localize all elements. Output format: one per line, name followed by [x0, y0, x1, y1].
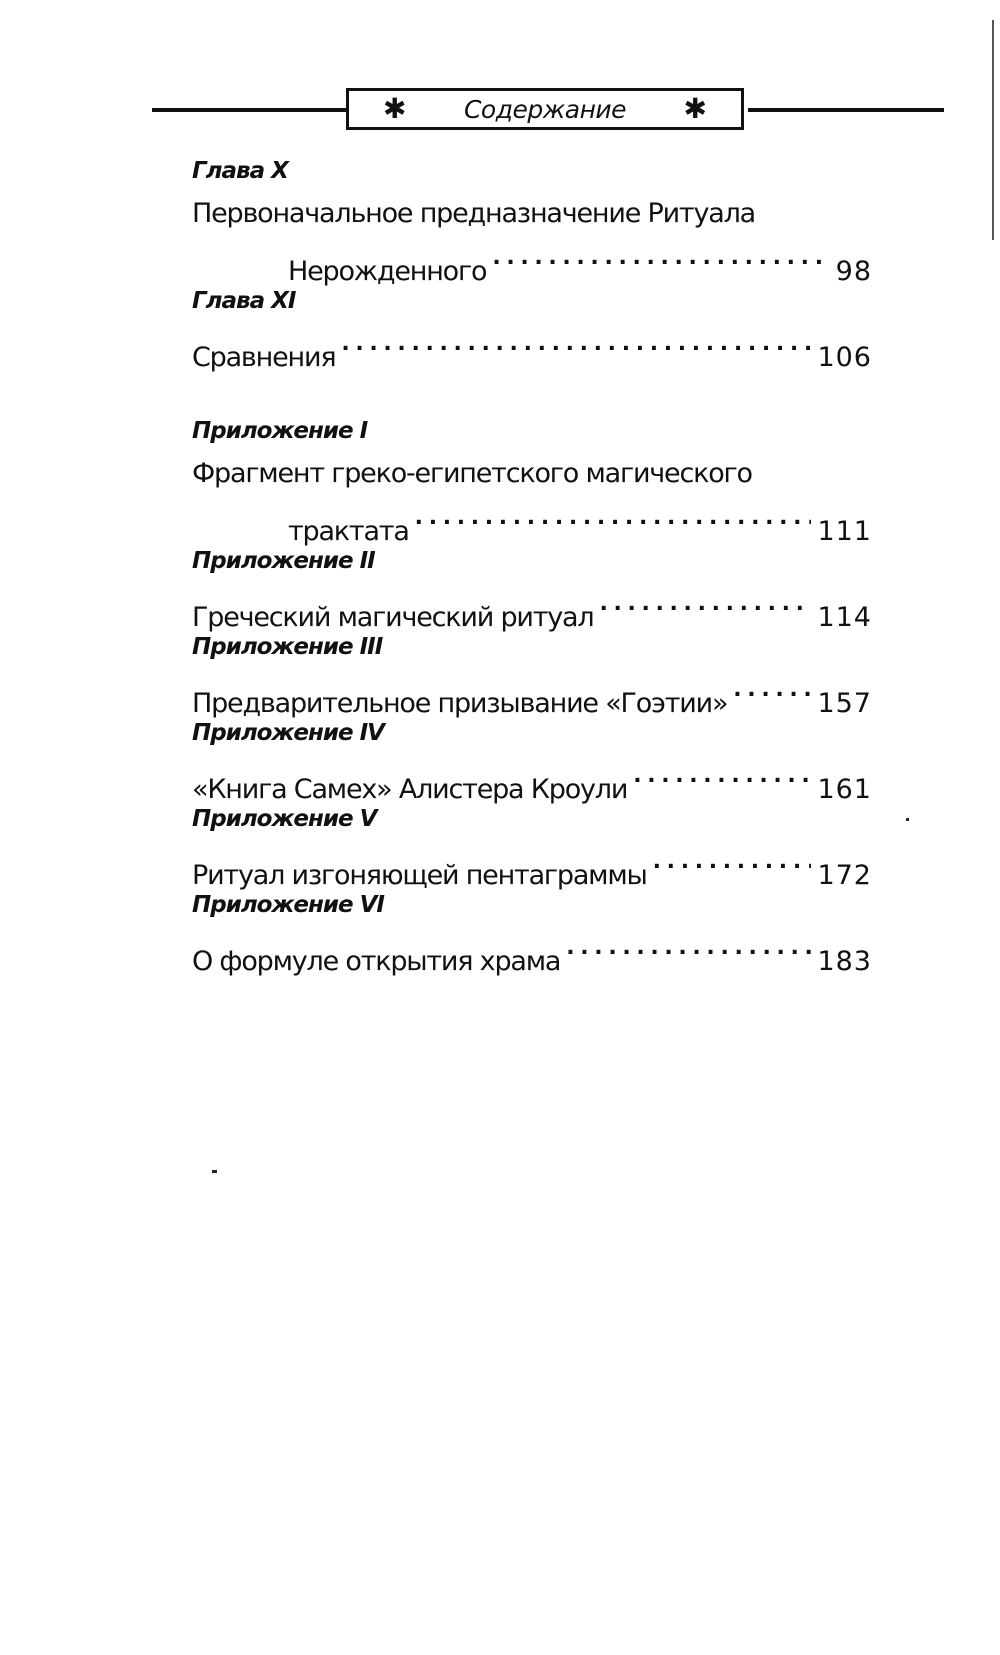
header-rule-right: [748, 108, 944, 112]
toc-entry-label: Приложение V: [192, 806, 377, 832]
toc-page-number: 114: [817, 602, 872, 633]
toc-page-number: 172: [817, 860, 872, 891]
toc-entry-row: [192, 840, 872, 891]
toc-entry-label: Приложение IV: [192, 720, 384, 746]
toc-entry-title: Греческий магический ритуал: [192, 602, 594, 633]
dot-leader: [341, 322, 811, 366]
toc-page-number: 111: [817, 516, 872, 547]
toc-entry-row: [192, 926, 872, 977]
toc-entry-title: О формуле открытия храма: [192, 946, 561, 977]
toc-entry[interactable]: [192, 540, 872, 633]
toc-entry-title: Сравнения: [192, 342, 336, 373]
toc-entry-label: Приложение VI: [192, 892, 384, 918]
toc-entry-label: Приложение III: [192, 634, 383, 660]
toc-entry-row: [192, 582, 872, 633]
toc-entry-label: Глава XI: [192, 288, 296, 314]
dot-leader: [492, 236, 829, 280]
toc-entry[interactable]: [192, 410, 872, 547]
toc-entry-title: Предварительное призывание «Гоэтии»: [192, 688, 728, 719]
table-of-contents: [192, 150, 872, 977]
toc-entry-row: [192, 754, 872, 805]
toc-page-number: 161: [817, 774, 872, 805]
toc-page-number: 157: [817, 688, 872, 719]
toc-page-number: 183: [817, 946, 872, 977]
toc-entry-title: Первоначальное предназначение Ритуала: [192, 198, 755, 229]
toc-entry-label: Приложение I: [192, 418, 368, 444]
toc-entry-row: [192, 322, 872, 373]
toc-entry-title: Ритуал изгоняющей пентаграммы: [192, 860, 647, 891]
dot-leader: [415, 496, 812, 540]
toc-entry[interactable]: [192, 150, 872, 287]
dot-leader: [599, 582, 811, 626]
header-rule-left: [152, 108, 348, 112]
scan-speck: [906, 818, 909, 821]
dot-leader: [733, 668, 811, 712]
toc-entry-title: Фрагмент греко-египетского магического: [192, 458, 752, 489]
toc-page-number: 106: [817, 342, 872, 373]
toc-entry-row: [192, 236, 872, 287]
star-ornament-icon: ✱: [683, 92, 707, 125]
toc-entry-title-end: трактата: [288, 516, 409, 547]
dot-leader: [653, 840, 812, 884]
toc-entry-row: [192, 496, 872, 547]
toc-entry-label: Приложение II: [192, 548, 375, 574]
toc-entry-label: Глава X: [192, 158, 288, 184]
scan-edge-mark: [992, 20, 994, 240]
contents-header: [346, 88, 744, 130]
dot-leader: [633, 754, 811, 798]
toc-entry-title-end: Нерожденного: [288, 256, 487, 287]
toc-entry[interactable]: [192, 280, 872, 373]
dot-leader: [566, 926, 811, 970]
page-title: Содержание: [463, 94, 627, 124]
star-ornament-icon: ✱: [383, 92, 407, 125]
toc-page-number: 98: [835, 256, 872, 287]
scan-speck: [212, 1170, 217, 1173]
toc-entry-row: [192, 668, 872, 719]
toc-entry-title: «Книга Самех» Алистера Кроули: [192, 774, 628, 805]
